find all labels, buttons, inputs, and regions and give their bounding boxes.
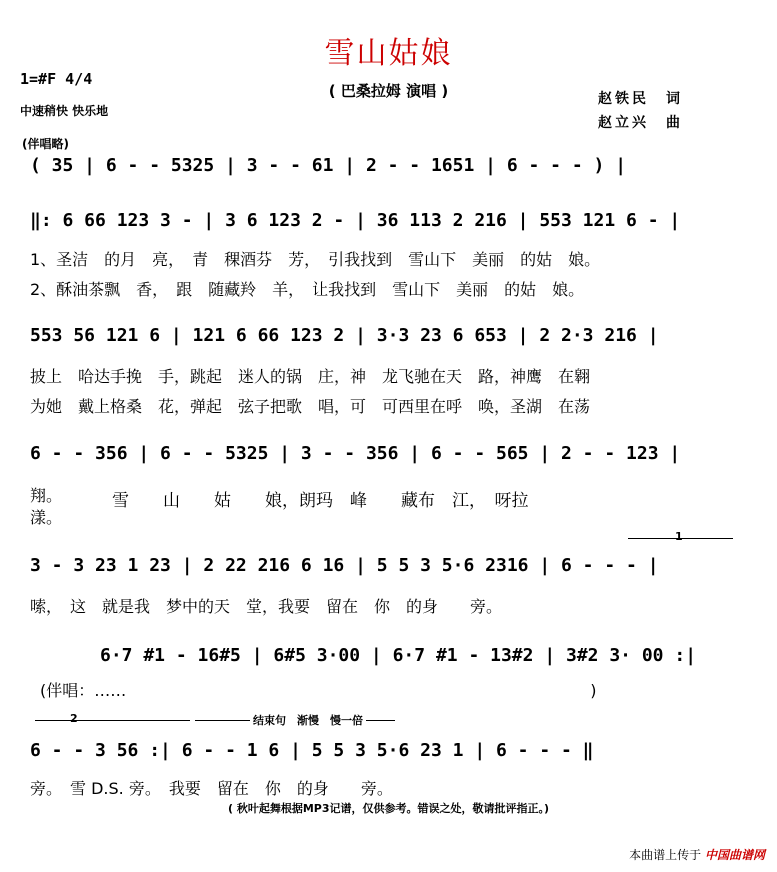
score-line-5-lyric: 嗦， 这 就是我 梦中的天 堂，我要 留在 你 的身 旁。 <box>30 597 503 616</box>
song-title: 雪山姑娘 <box>324 36 453 71</box>
score-line-2-lyric-1: 1、圣洁 的月 亮， 青 稞酒芬 芳， 引我找到 雪山下 美丽 的姑 娘。 <box>30 250 601 269</box>
score-line-1: ( 35 | 6 - - 5325 | 3 - - 61 | 2 - - 1651 | 6 - - - ) | <box>30 155 627 176</box>
score-line-2-notes: ‖: 6 66 123 3 - | 3 6 123 2 - | 36 113 2 216 | 553 121 6 - | <box>30 210 681 231</box>
transcription-note: ( 秋叶起舞根据MP3记谱，仅供参考。错误之处，敬请批评指正。) <box>227 802 550 815</box>
composer-credit: 赵立兴 曲 <box>598 115 683 131</box>
key-signature: 1=#F 4/4 <box>20 70 93 88</box>
lyricist-credit: 赵铁民 词 <box>598 91 683 107</box>
score-line-4-lyric-a: 翔。 <box>30 486 63 505</box>
site-name: 中国曲谱网 <box>704 848 765 862</box>
score-line-4-lyric-b: 漾。 <box>30 508 63 527</box>
site-credit <box>629 846 765 863</box>
volta-2-label: 2 <box>70 712 78 725</box>
volta-2-bracket <box>35 720 190 721</box>
accompaniment-note: (伴唱略) <box>22 137 69 151</box>
score-line-2-lyric-2: 2、酥油茶飘 香， 跟 随藏羚 羊， 让我找到 雪山下 美丽 的姑 娘。 <box>30 280 585 299</box>
score-line-4-lyric: 雪 山 姑 娘，朗玛 峰 藏布 江， 呀拉 <box>112 491 529 511</box>
score-line-7-lyric: 旁。 雪 D.S. 旁。 我要 留在 你 的身 旁。 <box>30 779 393 798</box>
volta-1-label: 1 <box>675 530 683 543</box>
score-line-4-notes: 6 - - 356 | 6 - - 5325 | 3 - - 356 | 6 - - 565 | 2 - - 123 | <box>30 443 681 464</box>
score-line-5-notes: 3 - 3 23 1 23 | 2 22 216 6 16 | 5 5 3 5·6 2316 | 6 - - - | <box>30 555 659 576</box>
score-line-6-notes: 6·7 #1 - 16#5 | 6#5 3·00 | 6·7 #1 - 13#2 | 3#2 3· 00 :| <box>100 645 697 666</box>
score-line-3-lyric-1: 披上 哈达手挽 手，跳起 迷人的锅 庄，神 龙飞驰在天 路，神鹰 在翱 <box>30 367 591 386</box>
site-prefix: 本曲谱上传于 <box>629 848 702 862</box>
tempo-marking: 中速稍快 快乐地 <box>20 104 109 118</box>
score-line-6-lyric: (伴唱：…… ) <box>40 681 597 700</box>
score-line-7-notes: 6 - - 3 56 :| 6 - - 1 6 | 5 5 3 5·6 23 1 | 6 - - - ‖ <box>30 740 594 761</box>
performer-subtitle: ( 巴桑拉姆 演唱 ) <box>328 82 449 100</box>
ending-label: 结束句 渐慢 慢一倍 <box>250 712 366 728</box>
score-line-3-notes: 553 56 121 6 | 121 6 66 123 2 | 3·3 23 6 653 | 2 2·3 216 | <box>30 325 659 346</box>
score-line-3-lyric-2: 为她 戴上格桑 花，弹起 弦子把歌 唱，可 可西里在呼 唤，圣湖 在荡 <box>30 397 591 416</box>
